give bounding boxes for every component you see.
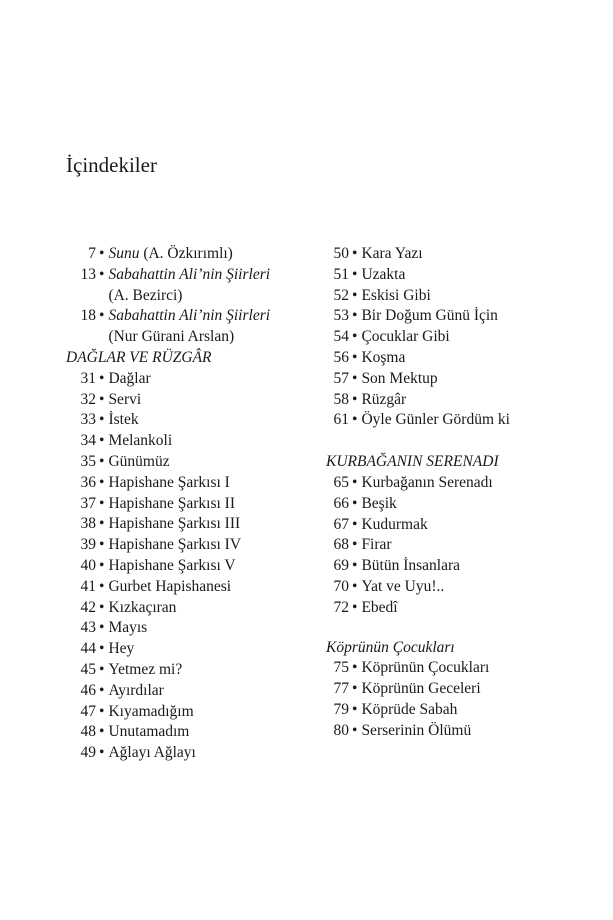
entry-title: Eskisi Gibi	[361, 286, 431, 304]
toc-entry[interactable]	[66, 494, 316, 515]
toc-entry[interactable]	[66, 618, 316, 639]
entry-title: Beşik	[361, 494, 397, 512]
entry-title: Firar	[361, 536, 392, 554]
entry-title: Kızkaçıran	[108, 598, 177, 616]
page-title: İçindekiler	[66, 153, 157, 177]
bullet: •	[99, 411, 105, 429]
bullet: •	[352, 390, 358, 408]
toc-right-column	[326, 244, 596, 742]
toc-entry[interactable]	[326, 515, 596, 536]
toc-entry[interactable]	[66, 577, 316, 598]
page-number: 48	[80, 723, 96, 741]
page-number: 69	[333, 557, 349, 575]
bullet: •	[352, 700, 358, 718]
page-number: 46	[80, 681, 96, 699]
toc-entry[interactable]	[66, 390, 316, 411]
entry-title: Kudurmak	[361, 515, 428, 533]
page-number: 33	[80, 411, 96, 429]
entry-title: Bütün İnsanlara	[361, 557, 461, 575]
bullet: •	[99, 307, 105, 325]
page-number: 66	[333, 494, 349, 512]
entry-title: Melankoli	[108, 432, 173, 450]
bullet: •	[99, 660, 105, 678]
page-number: 77	[333, 680, 349, 698]
bullet: •	[99, 473, 105, 491]
entry-title: Kara Yazı	[361, 245, 423, 262]
bullet: •	[352, 473, 358, 491]
page-number: 72	[333, 598, 349, 616]
toc-entry[interactable]	[66, 639, 316, 660]
entry-title: Köprünün Geceleri	[361, 680, 481, 698]
page-number: 42	[80, 598, 96, 616]
toc-entry[interactable]	[66, 410, 316, 431]
entry-title: Bir Doğum Günü İçin	[361, 307, 498, 325]
page-number: 54	[333, 328, 349, 346]
toc-entry[interactable]	[66, 535, 316, 556]
page-number: 51	[333, 265, 349, 283]
page-number: 7	[88, 245, 96, 262]
toc-entry[interactable]	[326, 577, 596, 598]
entry-title: Servi	[108, 390, 142, 408]
page-number: 52	[333, 286, 349, 304]
toc-entry[interactable]	[326, 721, 596, 742]
toc-left-column	[66, 244, 316, 764]
bullet: •	[352, 494, 358, 512]
page-number: 45	[80, 660, 96, 678]
page-number: 56	[333, 348, 349, 366]
entry-title: Köprünün Çocukları	[361, 659, 490, 677]
bullet: •	[99, 245, 105, 262]
page-number: 57	[333, 369, 349, 387]
entry-title: Yat ve Uyu!..	[361, 577, 445, 595]
entry-title: Ayırdılar	[108, 681, 164, 699]
entry-title: Sabahattin Ali’nin Şiirleri	[108, 307, 271, 325]
entry-title: Yetmez mi?	[108, 660, 183, 678]
page-number: 61	[333, 411, 349, 429]
entry-title: Hapishane Şarkısı IV	[108, 536, 242, 554]
entry-title: Mayıs	[108, 619, 148, 637]
toc-entry[interactable]	[66, 265, 316, 307]
toc-entry[interactable]	[326, 265, 596, 286]
toc-entry[interactable]	[66, 452, 316, 473]
bullet: •	[352, 598, 358, 616]
bullet: •	[352, 286, 358, 304]
bullet: •	[99, 723, 105, 741]
toc-entry[interactable]	[326, 700, 596, 721]
bullet: •	[352, 721, 358, 739]
toc-entry[interactable]	[66, 306, 316, 348]
toc-entry[interactable]	[66, 431, 316, 452]
spacer	[326, 431, 596, 452]
entry-title: Hapishane Şarkısı III	[108, 515, 241, 533]
entry-title: Köprüde Sabah	[361, 700, 458, 718]
page-number: 67	[333, 515, 349, 533]
page-number: 50	[333, 245, 349, 262]
bullet: •	[99, 536, 105, 554]
page-number: 13	[80, 265, 96, 283]
bullet: •	[99, 369, 105, 387]
toc-entry[interactable]	[326, 473, 596, 494]
bullet: •	[99, 640, 105, 658]
bullet: •	[99, 556, 105, 574]
page-number: 44	[80, 640, 96, 658]
toc-entry[interactable]	[326, 494, 596, 515]
bullet: •	[99, 598, 105, 616]
bullet: •	[352, 515, 358, 533]
page-number: 58	[333, 390, 349, 408]
bullet: •	[352, 348, 358, 366]
toc-entry[interactable]	[326, 535, 596, 556]
toc-entry[interactable]	[326, 679, 596, 700]
entry-title: Ebedî	[361, 598, 398, 616]
entry-title: Hapishane Şarkısı II	[108, 494, 235, 512]
page-number: 37	[80, 494, 96, 512]
entry-author: (A. Özkırımlı)	[139, 245, 233, 262]
bullet: •	[352, 411, 358, 429]
toc-list	[326, 244, 596, 431]
page-number: 79	[333, 700, 349, 718]
toc-entry[interactable]	[326, 306, 596, 327]
bullet: •	[352, 659, 358, 677]
page-number: 80	[333, 721, 349, 739]
bullet: •	[99, 452, 105, 470]
entry-title: Serserinin Ölümü	[361, 721, 472, 739]
page-number: 65	[333, 473, 349, 491]
bullet: •	[352, 265, 358, 283]
bullet: •	[99, 577, 105, 595]
page-number: 38	[80, 515, 96, 533]
toc-entry[interactable]	[66, 681, 316, 702]
page-number: 49	[80, 744, 96, 762]
bullet: •	[352, 536, 358, 554]
entry-author: (Nur Gürani Arslan)	[108, 328, 235, 346]
page-number: 68	[333, 536, 349, 554]
toc-entry[interactable]	[326, 348, 596, 369]
toc-entry[interactable]	[326, 390, 596, 411]
toc-entry[interactable]	[326, 369, 596, 390]
spacer	[326, 619, 596, 638]
toc-entry[interactable]	[66, 473, 316, 494]
toc-list	[66, 369, 316, 764]
entry-title: Sabahattin Ali’nin Şiirleri	[108, 265, 271, 283]
entry-title: Uzakta	[361, 265, 406, 283]
page-number: 35	[80, 452, 96, 470]
entry-title: Hapishane Şarkısı V	[108, 556, 236, 574]
page-number: 31	[80, 369, 96, 387]
bullet: •	[99, 432, 105, 450]
bullet: •	[99, 265, 105, 283]
bullet: •	[352, 557, 358, 575]
toc-entry[interactable]	[66, 660, 316, 681]
bullet: •	[352, 369, 358, 387]
page-number: 75	[333, 659, 349, 677]
toc-entry[interactable]	[326, 327, 596, 348]
bullet: •	[99, 494, 105, 512]
toc-entry[interactable]	[326, 556, 596, 577]
page-number: 36	[80, 473, 96, 491]
page-number: 43	[80, 619, 96, 637]
entry-title: Son Mektup	[361, 369, 438, 387]
toc-entry[interactable]	[66, 743, 316, 764]
toc-entry[interactable]	[326, 410, 596, 431]
bullet: •	[352, 307, 358, 325]
entry-title: Dağlar	[108, 369, 151, 387]
bullet: •	[352, 680, 358, 698]
entry-title: Hey	[108, 640, 135, 658]
toc-entry[interactable]	[326, 286, 596, 307]
bullet: •	[352, 328, 358, 346]
bullet: •	[352, 577, 358, 595]
entry-title: Gurbet Hapishanesi	[108, 577, 232, 595]
page-number: 39	[80, 536, 96, 554]
entry-title: Çocuklar Gibi	[361, 328, 450, 346]
page-number: 70	[333, 577, 349, 595]
toc-entry[interactable]	[326, 598, 596, 619]
entry-title: Kıyamadığım	[108, 702, 194, 720]
entry-author: (A. Bezirci)	[108, 286, 183, 304]
entry-title: Günümüz	[108, 452, 170, 470]
bullet: •	[99, 681, 105, 699]
bullet: •	[352, 245, 358, 262]
toc-list	[326, 658, 596, 741]
page-number: 41	[80, 577, 96, 595]
bullet: •	[99, 702, 105, 720]
toc-entry[interactable]	[326, 658, 596, 679]
entry-title: Öyle Günler Gördüm ki	[361, 411, 510, 429]
entry-title: Hapishane Şarkısı I	[108, 473, 230, 491]
toc-entry[interactable]	[66, 369, 316, 390]
bullet: •	[99, 619, 105, 637]
toc-entry[interactable]	[66, 598, 316, 619]
page-number: 32	[80, 390, 96, 408]
toc-list	[326, 473, 596, 619]
entry-title: Kurbağanın Serenadı	[361, 473, 493, 491]
section-heading: Köprünün Çocukları	[326, 638, 455, 656]
toc-entry[interactable]	[66, 556, 316, 577]
entry-title: Rüzgâr	[361, 390, 407, 408]
section-heading: KURBAĞANIN SERENADI	[326, 453, 499, 471]
toc-entry[interactable]	[66, 514, 316, 535]
entry-title: Sunu	[108, 245, 140, 262]
toc-entry[interactable]	[66, 244, 316, 265]
page-number: 47	[80, 702, 96, 720]
bullet: •	[99, 515, 105, 533]
entry-title: Unutamadım	[108, 723, 190, 741]
page-number: 40	[80, 556, 96, 574]
page-number: 34	[80, 432, 96, 450]
entry-title: Koşma	[361, 348, 406, 366]
entry-title: İstek	[108, 411, 139, 429]
entry-title: Ağlayı Ağlayı	[108, 744, 196, 762]
toc-entry[interactable]	[66, 702, 316, 723]
toc-entry[interactable]	[66, 722, 316, 743]
bullet: •	[99, 390, 105, 408]
toc-entry[interactable]	[326, 244, 596, 265]
page-number: 18	[80, 307, 96, 325]
bullet: •	[99, 744, 105, 762]
section-heading: DAĞLAR VE RÜZGÂR	[66, 348, 212, 366]
page-number: 53	[333, 307, 349, 325]
